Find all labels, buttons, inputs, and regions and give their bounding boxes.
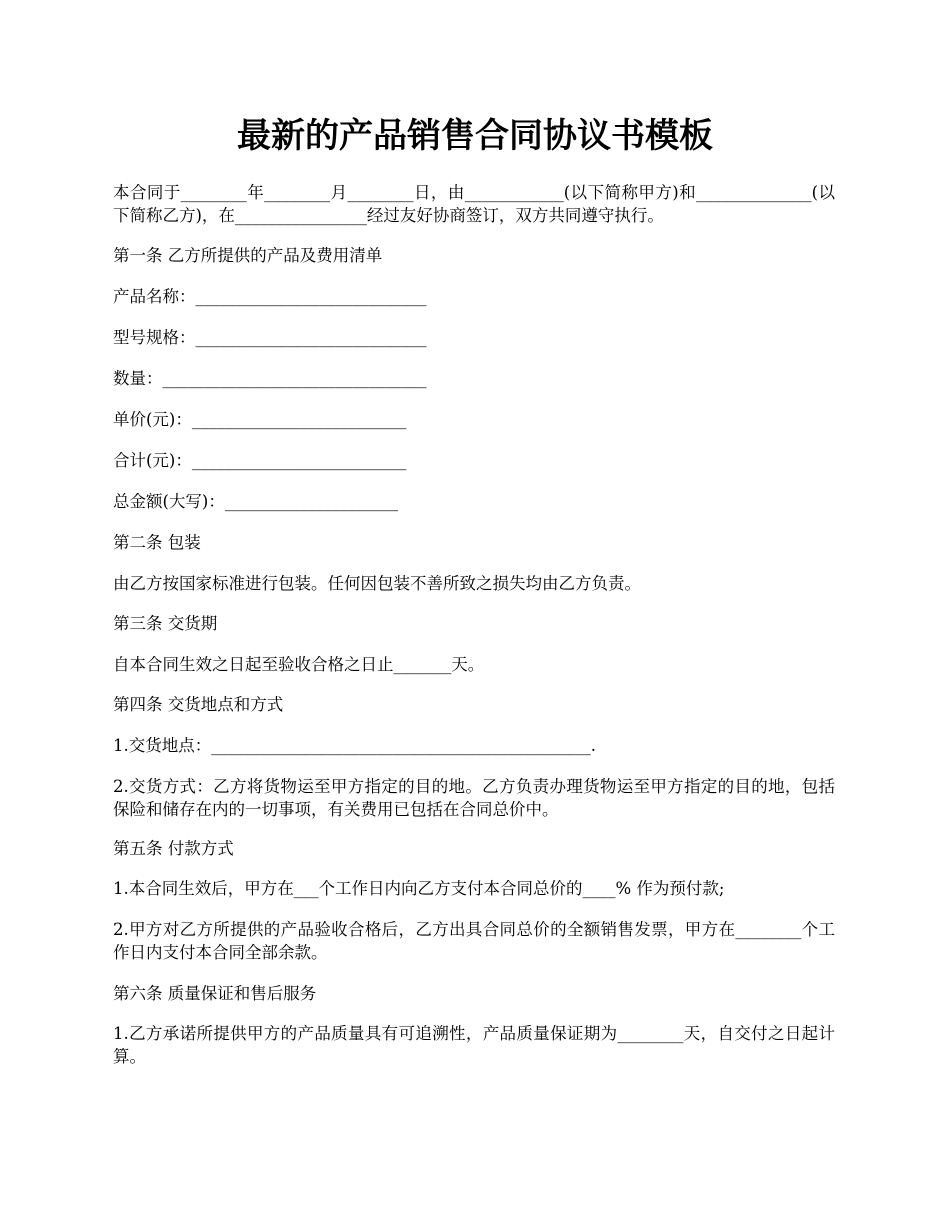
paragraph-wrap: [113, 326, 835, 349]
contract-intro: 本合同于________年________月________日，由____________(以下简称甲方)和______________(以下简称乙方)，在________________经过友好协商签订，双方共同遵守执行。: [113, 183, 835, 225]
delivery-period-clause: 自本合同生效之日起至验收合格之日止_______天。: [113, 655, 485, 674]
paragraph-wrap: [113, 244, 835, 267]
payment-clause-2: 2.甲方对乙方所提供的产品验收合格后，乙方出具合同总价的全额销售发票，甲方在________个工作日内支付本合同全部余款。: [113, 920, 835, 962]
article-6-heading: 第六条 质量保证和售后服务: [113, 984, 317, 1003]
delivery-method-clause: 2.交货方式：乙方将货物运至甲方指定的目的地。乙方负责办理货物运至甲方指定的目的地，包括保险和储存在内的一切事项，有关费用已包括在合同总价中。: [113, 777, 835, 819]
packaging-clause: 由乙方按国家标准进行包装。任何因包装不善所致之损失均由乙方负责。: [113, 574, 641, 593]
paragraph-wrap: [113, 693, 835, 716]
model-spec-field: 型号规格：____________________________: [113, 328, 427, 347]
paragraph-wrap: [113, 775, 835, 821]
subtotal-field: 合计(元)：__________________________: [113, 451, 407, 470]
paragraph-wrap: [113, 877, 835, 900]
paragraph-wrap: [113, 612, 835, 635]
payment-clause-1: 1.本合同生效后，甲方在___个工作日内向乙方支付本合同总价的____% 作为预付款;: [113, 879, 725, 898]
paragraph-wrap: [113, 490, 835, 513]
unit-price-field: 单价(元)：__________________________: [113, 410, 407, 429]
paragraph-wrap: [113, 982, 835, 1005]
document-title: 最新的产品销售合同协议书模板: [237, 116, 713, 156]
paragraph-wrap: [113, 449, 835, 472]
paragraph-wrap: [113, 734, 835, 757]
article-2-heading: 第二条 包装: [113, 533, 201, 552]
paragraph-wrap: [113, 653, 835, 676]
paragraph-wrap: [113, 1022, 835, 1068]
product-name-field: 产品名称：____________________________: [113, 287, 427, 306]
total-amount-field: 总金额(大写)：_____________________: [113, 492, 399, 511]
paragraph-wrap: [113, 572, 835, 595]
warranty-clause-1: 1.乙方承诺所提供甲方的产品质量具有可追溯性，产品质量保证期为________天，自交付之日起计算。: [113, 1024, 835, 1066]
paragraph-wrap: [113, 531, 835, 554]
paragraph-intro: [113, 181, 835, 227]
paragraph-wrap: [113, 367, 835, 390]
paragraph-wrap: [113, 837, 835, 860]
article-1-heading: 第一条 乙方所提供的产品及费用清单: [113, 246, 383, 265]
article-4-heading: 第四条 交货地点和方式: [113, 695, 284, 714]
paragraph-wrap: [113, 408, 835, 431]
delivery-location-field: 1.交货地点：______________________________________________.: [113, 736, 596, 755]
article-3-heading: 第三条 交货期: [113, 614, 218, 633]
paragraph-wrap: [113, 918, 835, 964]
article-5-heading: 第五条 付款方式: [113, 839, 234, 858]
paragraph-wrap: [113, 285, 835, 308]
quantity-field: 数量：________________________________: [113, 369, 427, 388]
